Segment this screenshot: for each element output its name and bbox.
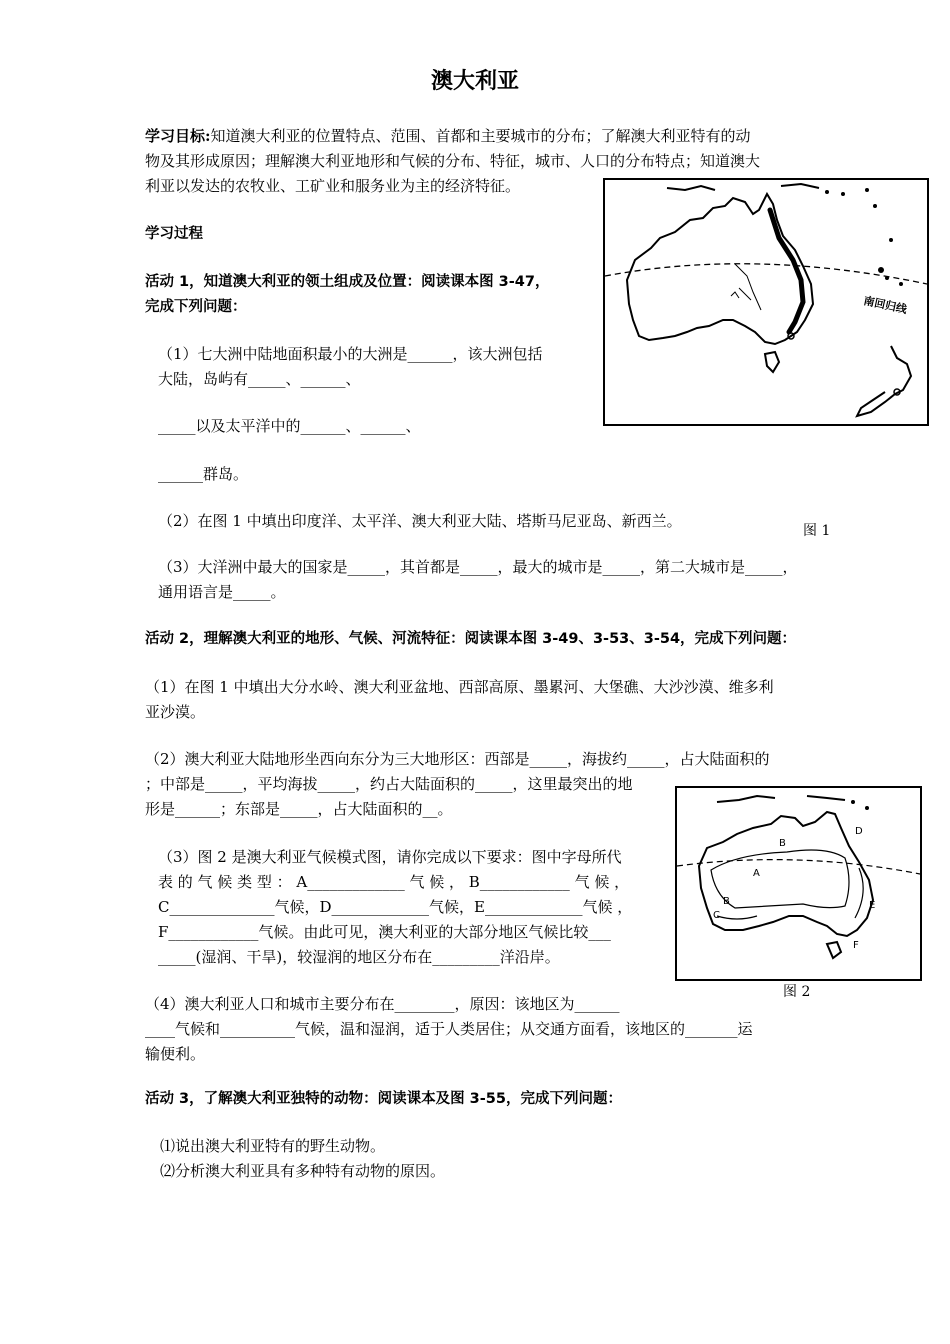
a2-q1-line-2: 亚沙漠。 xyxy=(145,703,206,721)
tropic-of-capricorn-line xyxy=(605,264,927,284)
figure1-map xyxy=(603,178,929,426)
a3-q2: ⑵分析澳大利亚具有多种特有动物的原因。 xyxy=(160,1162,446,1180)
a2-q3-line-4: F____________气候。由此可见，澳大利亚的大部分地区气候比较___ xyxy=(158,923,611,941)
a1-q1-line-2: 大陆，岛屿有_____、______、 xyxy=(158,370,361,388)
a1-q3-line-2: 通用语言是_____。 xyxy=(158,583,286,601)
a3-q1: ⑴说出澳大利亚特有的野生动物。 xyxy=(160,1137,386,1155)
activity1-heading-1: 活动 1，知道澳大利亚的领土组成及位置：阅读课本图 3-47， xyxy=(145,274,550,290)
new-guinea xyxy=(717,796,775,802)
a2-q4-line-2: ____气候和__________气候，温和湿润，适于人类居住；从交通方面看，该地区的_______运 xyxy=(145,1020,753,1038)
goals-label: 学习目标: xyxy=(145,127,211,145)
island xyxy=(807,796,845,800)
zone-boundary-south xyxy=(717,916,757,919)
a1-q3-line-1: （3）大洋洲中最大的国家是_____，其首都是_____，最大的城市是_____，第二大城市是_____， xyxy=(158,558,798,576)
a2-q3-line-1: （3）图 2 是澳大利亚气候模式图，请你完成以下要求：图中字母所代 xyxy=(158,848,622,866)
new-zealand-south xyxy=(857,392,895,416)
activity2-heading: 活动 2，理解澳大利亚的地形、气候、河流特征：阅读课本图 3-49、3-53、3-54，完成下列问题： xyxy=(145,631,797,647)
letter-b: B xyxy=(779,838,786,849)
a2-q1-line-1: （1）在图 1 中填出大分水岭、澳大利亚盆地、西部高原、墨累河、大堡礁、大沙沙漠、维多利 xyxy=(145,678,774,696)
lake xyxy=(731,292,739,298)
figure2-climate-map xyxy=(675,786,922,981)
new-guinea xyxy=(667,186,715,190)
island xyxy=(781,184,819,188)
letter-e: E xyxy=(869,900,876,911)
zone-boundary-inner xyxy=(711,850,849,908)
a1-q2: （2）在图 1 中填出印度洋、太平洋、澳大利亚大陆、塔斯马尼亚岛、新西兰。 xyxy=(158,512,682,530)
climate-map-svg xyxy=(677,788,920,979)
new-zealand-north xyxy=(891,346,911,394)
activity1-heading-2: 完成下列问题： xyxy=(145,299,247,315)
letter-d: D xyxy=(855,826,863,837)
tropic-line xyxy=(677,860,920,874)
a1-q1-line-4: ______群岛。 xyxy=(158,465,249,483)
tropic-label: 南回归线 xyxy=(862,294,909,317)
letter-c: C xyxy=(713,910,720,921)
letter-b-2: B xyxy=(723,896,730,907)
river xyxy=(735,264,761,310)
goals-line-1 xyxy=(145,124,751,148)
a2-q2-line-1: （2）澳大利亚大陆地形坐西向东分为三大地形区：西部是_____，海拔约_____，占大陆面积的 xyxy=(145,750,770,768)
a2-q2-line-2: ；中部是_____，平均海拔_____，约占大陆面积的_____，这里最突出的地 xyxy=(145,775,633,793)
a2-q4-line-1: （4）澳大利亚人口和城市主要分布在________，原因：该地区为______ xyxy=(145,995,620,1013)
a2-q3-line-3: C______________气候，D_____________气候，E_____________气候 ， xyxy=(158,898,633,916)
process-heading: 学习过程 xyxy=(145,226,203,242)
great-dividing-range xyxy=(770,210,803,332)
a2-q3-line-2: 表 的 气 候 类 型 ： A_____________ 气 候 ， B____________ 气 候 ， xyxy=(158,873,630,891)
page-title: 澳大利亚 xyxy=(430,69,519,94)
goals-text-1: 知道澳大利亚的位置特点、范围、首都和主要城市的分布；了解澳大利亚特有的动 xyxy=(210,127,751,145)
tasmania xyxy=(765,352,779,372)
figure1-caption: 图 1 xyxy=(803,523,831,539)
letter-f: F xyxy=(853,940,859,951)
a1-q1-line-1: （1）七大洲中陆地面积最小的大洲是______，该大洲包括 xyxy=(158,345,543,363)
a2-q4-line-3: 输便利。 xyxy=(145,1045,206,1063)
river xyxy=(739,288,751,300)
a2-q2-line-3: 形是______；东部是_____，占大陆面积的__。 xyxy=(145,800,453,818)
a2-q3-line-5: _____(湿润、干旱)，较湿润的地区分布在_________洋沿岸。 xyxy=(158,948,560,966)
figure2-caption: 图 2 xyxy=(783,984,811,1000)
a1-q1-line-3: _____以及太平洋中的______、______、 xyxy=(158,417,421,435)
zone-boundary-east xyxy=(855,868,863,918)
goals-line-3: 利亚以发达的农牧业、工矿业和服务业为主的经济特征。 xyxy=(145,177,521,195)
tasmania xyxy=(827,942,841,958)
letter-a: A xyxy=(753,868,760,879)
australia-map-svg xyxy=(605,180,927,424)
goals-line-2: 物及其形成原因；理解澳大利亚地形和气候的分布、特征，城市、人口的分布特点；知道澳大 xyxy=(145,152,761,170)
activity3-heading: 活动 3，了解澳大利亚独特的动物：阅读课本及图 3-55，完成下列问题： xyxy=(145,1091,622,1107)
